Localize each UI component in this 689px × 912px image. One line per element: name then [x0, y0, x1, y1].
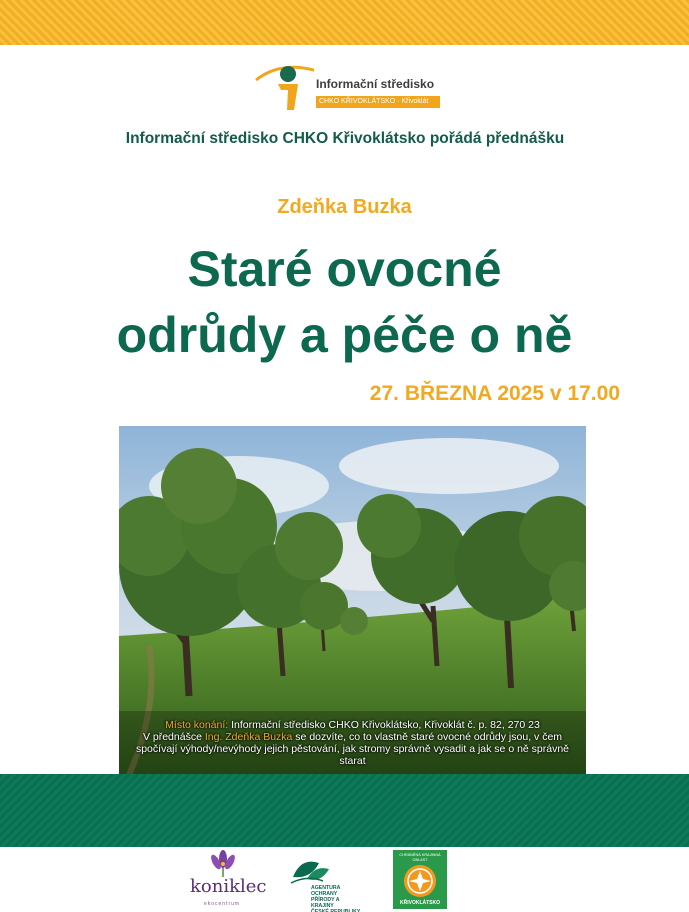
caption-desc-line1 — [119, 731, 586, 743]
desc-line1-rest: se dozvíte, co to vlastně staré ovocné odrůdy jsou, v čem — [292, 731, 563, 743]
chko-top-text: CHRÁNĚNÁ KRAJINNÁ OBLAST — [399, 853, 441, 862]
chko-bottom-text: KŘIVOKLÁTSKO — [400, 900, 440, 906]
photo-caption — [119, 719, 586, 767]
orchard-photo — [119, 426, 586, 775]
event-date-time: 27. BŘEZNA 2025 v 17.00 — [369, 382, 620, 405]
lecture-title-line1: Staré ovocné — [187, 241, 502, 297]
organizer-line: Informační středisko CHKO Křivoklátsko pořádá přednášku — [125, 130, 565, 147]
bottom-decorative-band — [0, 774, 689, 847]
speaker-name: Zdeňka Buzka — [277, 196, 412, 218]
lecture-title-line2: odrůdy a péče o ně — [116, 307, 573, 363]
chko-emblem-icon — [400, 863, 440, 899]
pasque-flower-icon — [208, 850, 238, 878]
aopk-line3: ČESKÉ REPUBLIKY — [311, 909, 361, 912]
venue-text: Informační středisko CHKO Křivoklátsko, Křivoklát č. p. 82, 270 23 — [228, 719, 540, 731]
koniklec-subtitle: ekocentrum — [203, 901, 241, 907]
logo-subtitle: CHKO KŘIVOKLÁTSKO · Křivoklát — [316, 96, 440, 108]
chko-logo — [393, 850, 447, 909]
footer-logos — [0, 847, 689, 912]
desc-name: Ing. Zdeňka Buzka — [204, 731, 293, 743]
aopk-line1: AGENTURA OCHRANY — [311, 885, 341, 897]
info-centre-logo — [254, 60, 444, 112]
aopk-leaf-icon — [289, 855, 361, 887]
venue-label: Místo konání: — [165, 719, 229, 731]
aopk-text — [311, 885, 361, 912]
desc-prefix: V přednášce — [142, 731, 205, 743]
caption-desc-line3: starat — [339, 755, 366, 767]
logo-title: Informační středisko — [316, 77, 435, 91]
koniklec-name: koniklec — [190, 876, 267, 897]
koniklec-logo — [190, 850, 267, 910]
aopk-line2: PŘÍRODY A KRAJINY — [311, 897, 340, 909]
top-decorative-band — [0, 0, 689, 45]
info-i-icon — [254, 60, 314, 112]
lecture-title — [0, 236, 689, 368]
caption-desc-line2: spočívají výhody/nevýhody jejich pěstování, jak stromy správně vysadit a jak se o ně správně — [135, 743, 570, 755]
aopk-logo — [289, 855, 361, 912]
caption-venue-line — [119, 719, 586, 731]
